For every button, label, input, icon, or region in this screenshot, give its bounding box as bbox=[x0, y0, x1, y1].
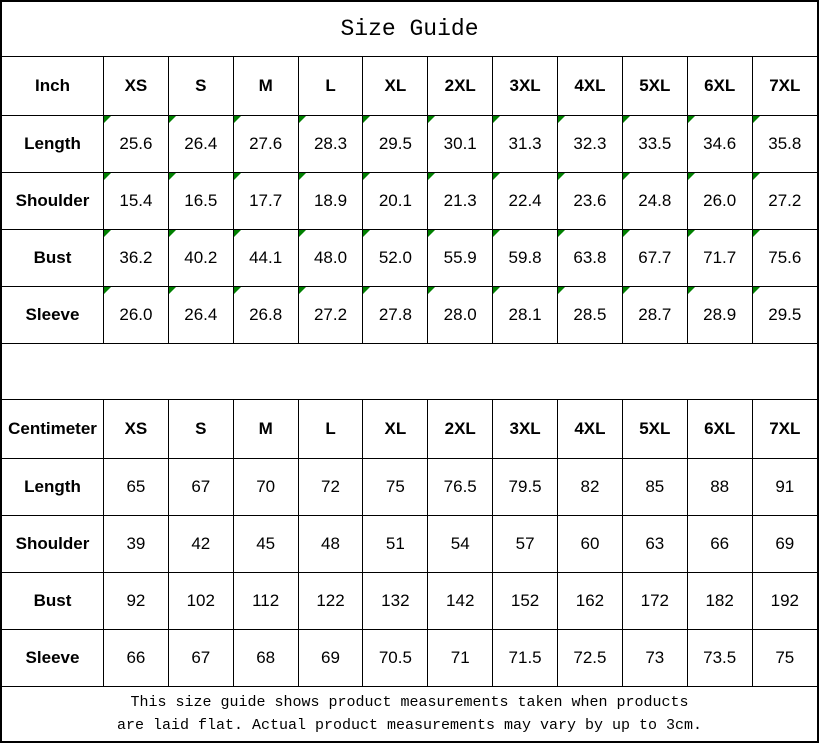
size-column-header: 7XL bbox=[752, 400, 817, 458]
data-cell: 27.2 bbox=[298, 286, 363, 343]
data-cell: 72 bbox=[298, 458, 363, 515]
data-cell: 67.7 bbox=[622, 229, 687, 286]
cell-marker-triangle-icon bbox=[169, 116, 176, 123]
cell-marker-triangle-icon bbox=[688, 287, 695, 294]
data-cell: 75.6 bbox=[752, 229, 817, 286]
cell-marker-triangle-icon bbox=[299, 230, 306, 237]
row-label-cell: Shoulder bbox=[2, 172, 104, 229]
data-cell: 82 bbox=[558, 458, 623, 515]
row-label-cell: Bust bbox=[2, 572, 104, 629]
cell-marker-triangle-icon bbox=[753, 287, 760, 294]
data-cell: 24.8 bbox=[622, 172, 687, 229]
data-cell: 73.5 bbox=[687, 629, 752, 686]
data-cell: 28.7 bbox=[622, 286, 687, 343]
data-cell: 28.0 bbox=[428, 286, 493, 343]
data-cell: 69 bbox=[298, 629, 363, 686]
size-column-header: 3XL bbox=[493, 57, 558, 115]
cell-marker-triangle-icon bbox=[104, 173, 111, 180]
data-cell: 57 bbox=[493, 515, 558, 572]
data-cell: 45 bbox=[233, 515, 298, 572]
data-cell: 28.3 bbox=[298, 115, 363, 172]
table-row bbox=[2, 572, 817, 629]
table-row bbox=[2, 172, 817, 229]
header-row bbox=[2, 57, 817, 115]
data-cell: 26.8 bbox=[233, 286, 298, 343]
data-cell: 28.1 bbox=[493, 286, 558, 343]
cell-marker-triangle-icon bbox=[623, 230, 630, 237]
data-cell: 67 bbox=[168, 629, 233, 686]
row-label-cell: Shoulder bbox=[2, 515, 104, 572]
data-cell: 172 bbox=[622, 572, 687, 629]
data-cell: 36.2 bbox=[104, 229, 169, 286]
data-cell: 26.0 bbox=[104, 286, 169, 343]
cell-marker-triangle-icon bbox=[169, 173, 176, 180]
data-cell: 79.5 bbox=[493, 458, 558, 515]
data-cell: 26.0 bbox=[687, 172, 752, 229]
size-column-header: XS bbox=[104, 57, 169, 115]
data-cell: 68 bbox=[233, 629, 298, 686]
data-cell: 31.3 bbox=[493, 115, 558, 172]
data-cell: 26.4 bbox=[168, 115, 233, 172]
data-cell: 34.6 bbox=[687, 115, 752, 172]
data-cell: 63.8 bbox=[558, 229, 623, 286]
data-cell: 54 bbox=[428, 515, 493, 572]
data-cell: 60 bbox=[558, 515, 623, 572]
cell-marker-triangle-icon bbox=[363, 173, 370, 180]
data-cell: 27.6 bbox=[233, 115, 298, 172]
data-cell: 71.7 bbox=[687, 229, 752, 286]
data-cell: 66 bbox=[104, 629, 169, 686]
cell-marker-triangle-icon bbox=[234, 173, 241, 180]
cell-marker-triangle-icon bbox=[688, 116, 695, 123]
data-cell: 22.4 bbox=[493, 172, 558, 229]
table-row bbox=[2, 286, 817, 343]
row-label-cell: Sleeve bbox=[2, 286, 104, 343]
cell-marker-triangle-icon bbox=[299, 287, 306, 294]
data-cell: 25.6 bbox=[104, 115, 169, 172]
size-column-header: 2XL bbox=[428, 400, 493, 458]
cell-marker-triangle-icon bbox=[169, 287, 176, 294]
size-column-header: XL bbox=[363, 400, 428, 458]
data-cell: 76.5 bbox=[428, 458, 493, 515]
cell-marker-triangle-icon bbox=[428, 287, 435, 294]
unit-header-cell: Centimeter bbox=[2, 400, 104, 458]
data-cell: 17.7 bbox=[233, 172, 298, 229]
data-cell: 48.0 bbox=[298, 229, 363, 286]
size-column-header: 2XL bbox=[428, 57, 493, 115]
cell-marker-triangle-icon bbox=[428, 230, 435, 237]
data-cell: 30.1 bbox=[428, 115, 493, 172]
data-cell: 29.5 bbox=[752, 286, 817, 343]
data-cell: 92 bbox=[104, 572, 169, 629]
size-column-header: 6XL bbox=[687, 57, 752, 115]
cell-marker-triangle-icon bbox=[234, 287, 241, 294]
size-column-header: 3XL bbox=[493, 400, 558, 458]
data-cell: 75 bbox=[363, 458, 428, 515]
data-cell: 51 bbox=[363, 515, 428, 572]
size-column-header: L bbox=[298, 400, 363, 458]
cell-marker-triangle-icon bbox=[623, 173, 630, 180]
size-column-header: XL bbox=[363, 57, 428, 115]
data-cell: 75 bbox=[752, 629, 817, 686]
row-label-cell: Length bbox=[2, 115, 104, 172]
data-cell: 18.9 bbox=[298, 172, 363, 229]
data-cell: 142 bbox=[428, 572, 493, 629]
data-cell: 162 bbox=[558, 572, 623, 629]
size-column-header: 6XL bbox=[687, 400, 752, 458]
cell-marker-triangle-icon bbox=[623, 287, 630, 294]
cell-marker-triangle-icon bbox=[234, 116, 241, 123]
data-cell: 73 bbox=[622, 629, 687, 686]
cell-marker-triangle-icon bbox=[299, 173, 306, 180]
data-cell: 69 bbox=[752, 515, 817, 572]
data-cell: 16.5 bbox=[168, 172, 233, 229]
size-column-header: M bbox=[233, 57, 298, 115]
data-cell: 20.1 bbox=[363, 172, 428, 229]
cell-marker-triangle-icon bbox=[688, 173, 695, 180]
cell-marker-triangle-icon bbox=[493, 287, 500, 294]
data-cell: 65 bbox=[104, 458, 169, 515]
data-cell: 91 bbox=[752, 458, 817, 515]
title-row bbox=[2, 2, 817, 57]
data-cell: 42 bbox=[168, 515, 233, 572]
size-column-header: S bbox=[168, 400, 233, 458]
data-cell: 132 bbox=[363, 572, 428, 629]
data-cell: 85 bbox=[622, 458, 687, 515]
data-cell: 71 bbox=[428, 629, 493, 686]
data-cell: 23.6 bbox=[558, 172, 623, 229]
row-label-cell: Sleeve bbox=[2, 629, 104, 686]
size-column-header: 4XL bbox=[558, 57, 623, 115]
cell-marker-triangle-icon bbox=[428, 173, 435, 180]
centimeter-size-table bbox=[2, 400, 817, 686]
cell-marker-triangle-icon bbox=[558, 287, 565, 294]
data-cell: 32.3 bbox=[558, 115, 623, 172]
data-cell: 182 bbox=[687, 572, 752, 629]
size-column-header: L bbox=[298, 57, 363, 115]
data-cell: 27.8 bbox=[363, 286, 428, 343]
table-row bbox=[2, 458, 817, 515]
data-cell: 55.9 bbox=[428, 229, 493, 286]
cell-marker-triangle-icon bbox=[558, 116, 565, 123]
size-column-header: 4XL bbox=[558, 400, 623, 458]
table-row bbox=[2, 229, 817, 286]
data-cell: 63 bbox=[622, 515, 687, 572]
table-row bbox=[2, 515, 817, 572]
cell-marker-triangle-icon bbox=[688, 230, 695, 237]
footer-line: are laid flat. Actual product measurements may vary by up to 3cm. bbox=[116, 717, 703, 734]
footer-line: This size guide shows product measurements taken when products bbox=[130, 693, 689, 711]
size-column-header: 5XL bbox=[622, 57, 687, 115]
cell-marker-triangle-icon bbox=[234, 230, 241, 237]
cell-marker-triangle-icon bbox=[558, 173, 565, 180]
data-cell: 26.4 bbox=[168, 286, 233, 343]
data-cell: 21.3 bbox=[428, 172, 493, 229]
data-cell: 28.9 bbox=[687, 286, 752, 343]
data-cell: 33.5 bbox=[622, 115, 687, 172]
data-cell: 40.2 bbox=[168, 229, 233, 286]
cell-marker-triangle-icon bbox=[104, 230, 111, 237]
data-cell: 59.8 bbox=[493, 229, 558, 286]
cell-marker-triangle-icon bbox=[753, 230, 760, 237]
inch-size-table bbox=[2, 57, 817, 343]
data-cell: 29.5 bbox=[363, 115, 428, 172]
table-spacer bbox=[2, 343, 817, 400]
data-cell: 70 bbox=[233, 458, 298, 515]
cell-marker-triangle-icon bbox=[623, 116, 630, 123]
table-row bbox=[2, 115, 817, 172]
data-cell: 102 bbox=[168, 572, 233, 629]
data-cell: 52.0 bbox=[363, 229, 428, 286]
footer-note bbox=[2, 686, 817, 741]
data-cell: 15.4 bbox=[104, 172, 169, 229]
cell-marker-triangle-icon bbox=[299, 116, 306, 123]
cell-marker-triangle-icon bbox=[363, 116, 370, 123]
cell-marker-triangle-icon bbox=[558, 230, 565, 237]
data-cell: 122 bbox=[298, 572, 363, 629]
unit-header-cell: Inch bbox=[2, 57, 104, 115]
cell-marker-triangle-icon bbox=[753, 116, 760, 123]
data-cell: 88 bbox=[687, 458, 752, 515]
data-cell: 71.5 bbox=[493, 629, 558, 686]
header-row bbox=[2, 400, 817, 458]
size-column-header: XS bbox=[104, 400, 169, 458]
data-cell: 48 bbox=[298, 515, 363, 572]
table-row bbox=[2, 629, 817, 686]
data-cell: 27.2 bbox=[752, 172, 817, 229]
cell-marker-triangle-icon bbox=[363, 287, 370, 294]
data-cell: 35.8 bbox=[752, 115, 817, 172]
size-column-header: 5XL bbox=[622, 400, 687, 458]
cell-marker-triangle-icon bbox=[104, 287, 111, 294]
size-column-header: 7XL bbox=[752, 57, 817, 115]
cell-marker-triangle-icon bbox=[753, 173, 760, 180]
data-cell: 112 bbox=[233, 572, 298, 629]
row-label-cell: Length bbox=[2, 458, 104, 515]
data-cell: 66 bbox=[687, 515, 752, 572]
data-cell: 72.5 bbox=[558, 629, 623, 686]
data-cell: 39 bbox=[104, 515, 169, 572]
cell-marker-triangle-icon bbox=[493, 230, 500, 237]
data-cell: 67 bbox=[168, 458, 233, 515]
data-cell: 152 bbox=[493, 572, 558, 629]
size-column-header: M bbox=[233, 400, 298, 458]
cell-marker-triangle-icon bbox=[104, 116, 111, 123]
data-cell: 70.5 bbox=[363, 629, 428, 686]
cell-marker-triangle-icon bbox=[493, 173, 500, 180]
row-label-cell: Bust bbox=[2, 229, 104, 286]
size-column-header: S bbox=[168, 57, 233, 115]
page-title: Size Guide bbox=[340, 16, 479, 42]
data-cell: 192 bbox=[752, 572, 817, 629]
cell-marker-triangle-icon bbox=[363, 230, 370, 237]
cell-marker-triangle-icon bbox=[493, 116, 500, 123]
data-cell: 44.1 bbox=[233, 229, 298, 286]
cell-marker-triangle-icon bbox=[169, 230, 176, 237]
cell-marker-triangle-icon bbox=[428, 116, 435, 123]
data-cell: 28.5 bbox=[558, 286, 623, 343]
